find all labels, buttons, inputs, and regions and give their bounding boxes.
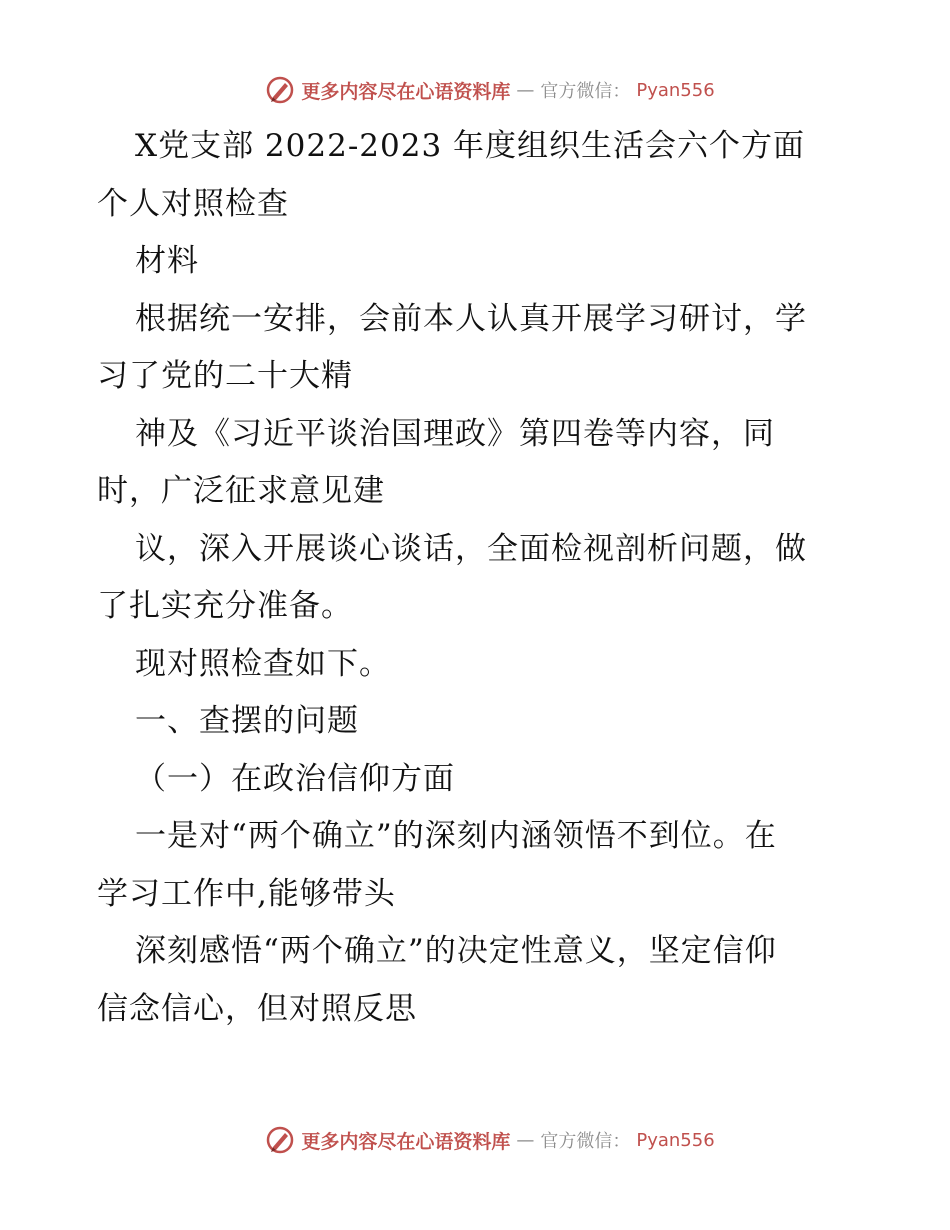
doc-line: 学习工作中,能够带头 [97,875,396,912]
doc-line: 根据统一安排，会前本人认真开展学习研讨，学 [135,300,807,337]
doc-line: X党支部 2022-2023 年度组织生活会六个方面 [135,128,806,164]
watermark [265,1125,714,1155]
watermark-separator: — [516,1129,535,1151]
header-watermark [0,70,950,110]
doc-line: 信念信心，但对照反思 [97,990,417,1027]
doc-line: 习了党的二十大精 [97,358,353,394]
doc-line: 一、查摆的问题 [135,703,359,739]
pen-logo-icon [265,75,295,105]
watermark-wechat-label: 官方微信： [540,1131,631,1152]
footer-watermark [0,1120,950,1160]
doc-line: 神及《习近平谈治国理政》第四卷等内容，同 [135,415,775,452]
doc-line: （一）在政治信仰方面 [135,760,455,797]
watermark-site-name: 更多内容尽在心语资料库 [301,80,511,103]
watermark-wechat-id: Pyan556 [636,1129,715,1151]
watermark-separator: — [516,79,535,101]
watermark [265,75,714,105]
doc-line: 一是对“两个确立”的深刻内涵领悟不到位。在 [135,818,777,854]
document-body [97,118,857,1038]
doc-line: 现对照检查如下。 [135,645,391,682]
watermark-wechat-id: Pyan556 [636,79,715,101]
doc-line: 个人对照检查 [97,185,289,222]
pen-logo-icon [265,1125,295,1155]
watermark-site-name: 更多内容尽在心语资料库 [301,1130,511,1153]
doc-line: 材料 [135,243,199,279]
doc-line: 了扎实充分准备。 [97,588,353,624]
doc-line: 时，广泛征求意见建 [97,473,385,509]
watermark-wechat-label: 官方微信： [540,81,631,102]
doc-line: 议，深入开展谈心谈话，全面检视剖析问题，做 [135,530,807,567]
doc-line: 深刻感悟“两个确立”的决定性意义，坚定信仰 [135,933,777,969]
